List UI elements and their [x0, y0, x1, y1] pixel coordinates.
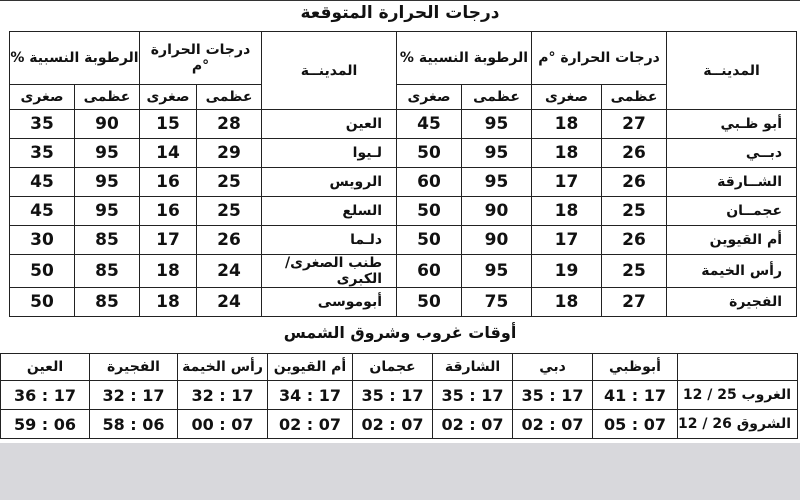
sunset-time: 17 : 34	[268, 381, 353, 410]
humidity-max-right: 95	[462, 168, 532, 197]
humidity-min-right: 45	[397, 110, 462, 139]
header-temp-left-label: درجات الحرارة	[150, 42, 251, 58]
sunrise-time: 07 : 02	[353, 410, 433, 439]
temp-max-right: 27	[602, 110, 667, 139]
sunrise-time: 06 : 58	[90, 410, 178, 439]
humidity-min-right: 50	[397, 226, 462, 255]
temp-min-right: 18	[532, 288, 602, 317]
header-temp-right-unit: °م	[538, 50, 556, 66]
humidity-max-left: 85	[75, 226, 140, 255]
city-row	[10, 168, 797, 197]
temp-max-left: 25	[197, 168, 262, 197]
humidity-max-left: 90	[75, 110, 140, 139]
sun-city-header: أبوظبي	[593, 354, 678, 381]
sun-header-row	[1, 354, 798, 381]
humidity-min-right: 50	[397, 288, 462, 317]
humidity-max-left: 95	[75, 197, 140, 226]
temp-max-right: 25	[602, 197, 667, 226]
sunrise-row	[1, 410, 798, 439]
humidity-max-left: 85	[75, 255, 140, 288]
city-row	[10, 110, 797, 139]
humidity-min-right: 50	[397, 197, 462, 226]
temp-max-right: 26	[602, 168, 667, 197]
header-hum-max-left: عظمى	[75, 85, 140, 110]
city-name-left: دلـما	[262, 226, 397, 255]
temp-min-left: 16	[140, 168, 197, 197]
humidity-min-left: 45	[10, 197, 75, 226]
header-temp-max-right: عظمى	[602, 85, 667, 110]
sun-city-header: الشارقة	[433, 354, 513, 381]
header-hum-min-right: صغرى	[397, 85, 462, 110]
humidity-max-right: 95	[462, 110, 532, 139]
humidity-max-right: 90	[462, 226, 532, 255]
humidity-max-left: 95	[75, 168, 140, 197]
temp-min-left: 18	[140, 255, 197, 288]
header-temp-min-right: صغرى	[532, 85, 602, 110]
forecast-title: درجات الحرارة المتوقعة	[300, 3, 500, 23]
sunrise-label: الشروق 26 / 12	[678, 410, 798, 439]
header-temp-left-unit: °م	[191, 58, 210, 74]
sun-city-header: رأس الخيمة	[178, 354, 268, 381]
city-row	[10, 139, 797, 168]
sunset-time: 17 : 32	[178, 381, 268, 410]
city-name-left: السلع	[262, 197, 397, 226]
header-city-right: المدينــة	[667, 32, 797, 110]
temp-max-left: 25	[197, 197, 262, 226]
city-name-right: رأس الخيمة	[667, 255, 797, 288]
sun-times-table	[0, 353, 798, 439]
header-row-main	[10, 32, 797, 85]
temp-min-right: 17	[532, 168, 602, 197]
sunset-time: 17 : 36	[1, 381, 90, 410]
temp-min-left: 18	[140, 288, 197, 317]
sun-city-header: دبي	[513, 354, 593, 381]
city-name-right: الفجيرة	[667, 288, 797, 317]
city-name-left: الرويس	[262, 168, 397, 197]
sunrise-time: 07 : 00	[178, 410, 268, 439]
sun-city-header: عجمان	[353, 354, 433, 381]
top-border-line	[0, 0, 800, 1]
temp-min-right: 19	[532, 255, 602, 288]
humidity-min-right: 60	[397, 255, 462, 288]
sun-times-title: أوقات غروب وشروق الشمس	[283, 323, 517, 342]
humidity-min-left: 30	[10, 226, 75, 255]
sunrise-time: 07 : 02	[268, 410, 353, 439]
sunrise-time: 07 : 02	[433, 410, 513, 439]
sun-city-header: أم القيوين	[268, 354, 353, 381]
humidity-max-left: 85	[75, 288, 140, 317]
temp-max-right: 26	[602, 139, 667, 168]
header-temp-max-left: عظمى	[197, 85, 262, 110]
temp-min-left: 16	[140, 197, 197, 226]
sun-city-header: الفجيرة	[90, 354, 178, 381]
temp-max-left: 29	[197, 139, 262, 168]
humidity-max-right: 90	[462, 197, 532, 226]
city-name-left: طنب الصغرى/ الكبرى	[262, 255, 397, 288]
humidity-max-left: 95	[75, 139, 140, 168]
temp-min-left: 15	[140, 110, 197, 139]
sunset-time: 17 : 32	[90, 381, 178, 410]
city-name-right: الشــارقة	[667, 168, 797, 197]
sunset-time: 17 : 35	[353, 381, 433, 410]
header-temp-right-label: درجات الحرارة	[560, 50, 660, 66]
sunrise-time: 07 : 05	[593, 410, 678, 439]
temp-max-left: 24	[197, 288, 262, 317]
city-name-right: دبــي	[667, 139, 797, 168]
humidity-min-left: 50	[10, 288, 75, 317]
temp-max-left: 26	[197, 226, 262, 255]
sunset-time: 17 : 35	[433, 381, 513, 410]
header-temp-left	[140, 32, 262, 85]
temp-min-left: 14	[140, 139, 197, 168]
header-humidity-right: الرطوبة النسبية %	[397, 32, 532, 85]
temp-min-left: 17	[140, 226, 197, 255]
humidity-min-left: 35	[10, 139, 75, 168]
humidity-min-right: 60	[397, 168, 462, 197]
sun-city-header: العين	[1, 354, 90, 381]
city-row	[10, 255, 797, 288]
sunrise-time: 06 : 59	[1, 410, 90, 439]
city-name-left: أبوموسى	[262, 288, 397, 317]
temp-max-right: 26	[602, 226, 667, 255]
header-city-left: المدينــة	[262, 32, 397, 110]
humidity-min-left: 45	[10, 168, 75, 197]
sunset-label: الغروب 25 / 12	[678, 381, 798, 410]
header-hum-max-right: عظمى	[462, 85, 532, 110]
header-temp-right	[532, 32, 667, 85]
sunset-row	[1, 381, 798, 410]
city-name-left: لـيوا	[262, 139, 397, 168]
city-name-right: أم القيوين	[667, 226, 797, 255]
temp-max-left: 28	[197, 110, 262, 139]
city-row	[10, 288, 797, 317]
gray-footer-band	[0, 443, 800, 500]
temp-min-right: 18	[532, 110, 602, 139]
temp-max-right: 25	[602, 255, 667, 288]
humidity-min-left: 35	[10, 110, 75, 139]
temp-max-left: 24	[197, 255, 262, 288]
header-temp-min-left: صغرى	[140, 85, 197, 110]
temp-min-right: 18	[532, 139, 602, 168]
sun-header-empty	[678, 354, 798, 381]
city-name-right: عجمــان	[667, 197, 797, 226]
header-humidity-left: الرطوبة النسبية %	[10, 32, 140, 85]
temp-min-right: 18	[532, 197, 602, 226]
sunset-time: 17 : 41	[593, 381, 678, 410]
city-row	[10, 197, 797, 226]
header-hum-min-left: صغرى	[10, 85, 75, 110]
city-row	[10, 226, 797, 255]
humidity-min-right: 50	[397, 139, 462, 168]
sunset-time: 17 : 35	[513, 381, 593, 410]
city-name-left: العين	[262, 110, 397, 139]
city-name-right: أبو ظـبي	[667, 110, 797, 139]
humidity-max-right: 75	[462, 288, 532, 317]
sunrise-time: 07 : 02	[513, 410, 593, 439]
temperature-table	[9, 31, 797, 317]
humidity-max-right: 95	[462, 139, 532, 168]
humidity-min-left: 50	[10, 255, 75, 288]
humidity-max-right: 95	[462, 255, 532, 288]
temp-max-right: 27	[602, 288, 667, 317]
temp-min-right: 17	[532, 226, 602, 255]
